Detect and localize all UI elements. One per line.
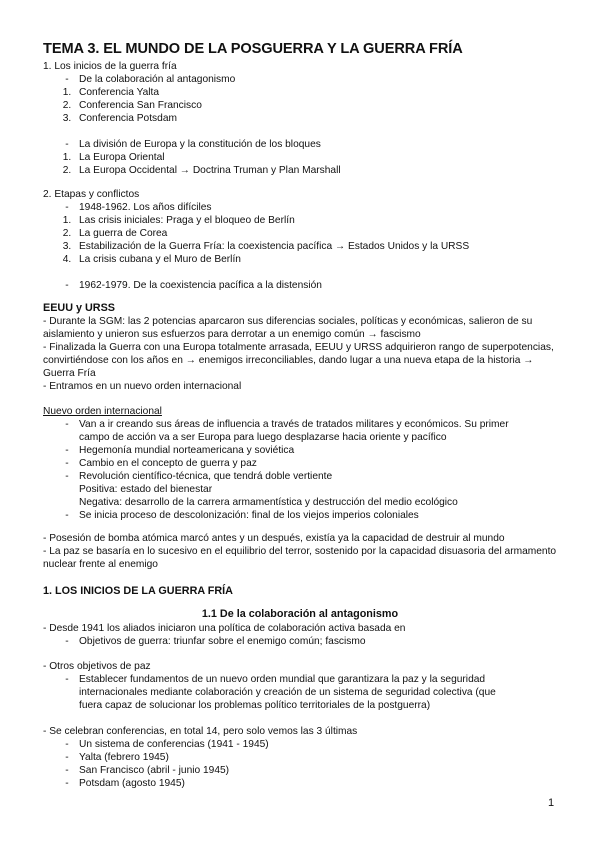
list-item: Estabilización de la Guerra Fría: la coexistencia pacífica → Estados Unidos y la URSS <box>79 241 470 252</box>
list-item: La crisis cubana y el Muro de Berlín <box>79 254 241 265</box>
list-marker: - <box>65 280 69 291</box>
paragraph: - Durante la SGM: las 2 potencias aparcaron sus diferencias sociales, políticas y económicas, salieron de su aislamiento y unieron sus esfuerzos para derrotar a un enemigo común → fascismo <box>43 316 533 340</box>
list-item-continuation: fuera capaz de solucionar los problemas político territoriales de la postguerra) <box>79 700 431 711</box>
paragraph: - Entramos en un nuevo orden internacional <box>43 381 242 392</box>
list-marker: 2. <box>62 165 72 176</box>
list-marker: - <box>65 74 69 85</box>
list-item: Potsdam (agosto 1945) <box>79 778 185 789</box>
page-number: 1 <box>548 797 555 809</box>
list-marker: - <box>65 202 69 213</box>
list-item: Las crisis iniciales: Praga y el bloqueo de Berlín <box>79 215 295 226</box>
list-marker: 3. <box>62 113 72 124</box>
paragraph: - La paz se basaría en lo sucesivo en el equilibrio del terror, sostenido por la capacidad disuasoria del armamento nuclear frente al enemigo <box>43 546 557 570</box>
list-marker: 2. <box>62 100 72 111</box>
paragraph: - Desde 1941 los aliados iniciaron una política de colaboración activa basada en <box>43 623 406 634</box>
paragraph: - Posesión de bomba atómica marcó antes y un después, existía ya la capacidad de destruir al mundo <box>43 533 505 544</box>
list-marker: - <box>65 752 69 763</box>
section-heading-nuevo-orden: Nuevo orden internacional <box>43 406 162 417</box>
list-marker: - <box>65 139 69 150</box>
outline-heading-2: 2. Etapas y conflictos <box>43 189 140 200</box>
outline-heading-1: 1. Los inicios de la guerra fría <box>43 61 177 72</box>
list-item: Yalta (febrero 1945) <box>79 752 169 763</box>
list-item: La división de Europa y la constitución de los bloques <box>79 139 321 150</box>
list-marker: - <box>65 636 69 647</box>
list-item: La Europa Oriental <box>79 152 165 163</box>
list-marker: 3. <box>62 241 72 252</box>
list-item-continuation: Negativa: desarrollo de la carrera armamentística y destrucción del medio ecológico <box>79 497 458 508</box>
list-marker: - <box>65 674 69 685</box>
list-item: 1962-1979. De la coexistencia pacífica a la distensión <box>79 280 322 291</box>
paragraph: - Se celebran conferencias, en total 14, pero solo vemos las 3 últimas <box>43 726 358 737</box>
list-item: 1948-1962. Los años difíciles <box>79 202 212 213</box>
list-marker: 1. <box>62 215 72 226</box>
list-item: San Francisco (abril - junio 1945) <box>79 765 230 776</box>
list-marker: 2. <box>62 228 72 239</box>
list-item-continuation: campo de acción va a ser Europa para luego desplazarse hacia oriente y pacífico <box>79 432 447 443</box>
list-item: De la colaboración al antagonismo <box>79 74 236 85</box>
list-marker: - <box>65 419 69 430</box>
list-item: Se inicia proceso de descolonización: final de los viejos imperios coloniales <box>79 510 419 521</box>
list-marker: 4. <box>62 254 72 265</box>
list-item-continuation: internacionales mediante colaboración y creación de un sistema de seguridad colectiva (que <box>79 687 496 698</box>
list-item: Un sistema de conferencias (1941 - 1945) <box>79 739 269 750</box>
list-marker: - <box>65 510 69 521</box>
list-item: La Europa Occidental → Doctrina Truman y Plan Marshall <box>79 165 341 176</box>
list-item-continuation: Positiva: estado del bienestar <box>79 484 213 495</box>
paragraph: - Otros objetivos de paz <box>43 661 151 672</box>
section-heading-eeuu-urss: EEUU y URSS <box>43 302 115 314</box>
list-item: Conferencia Yalta <box>79 87 160 98</box>
list-marker: - <box>65 458 69 469</box>
list-marker: - <box>65 765 69 776</box>
document-title: TEMA 3. EL MUNDO DE LA POSGUERRA Y LA GUERRA FRÍA <box>43 41 463 57</box>
list-marker: 1. <box>62 152 72 163</box>
list-item: Hegemonía mundial norteamericana y soviética <box>79 445 295 456</box>
list-item: Conferencia Potsdam <box>79 113 177 124</box>
list-item: Van a ir creando sus áreas de influencia a través de tratados militares y económicos. Su primer <box>79 419 509 430</box>
list-marker: - <box>65 471 69 482</box>
list-marker: - <box>65 778 69 789</box>
list-item: Establecer fundamentos de un nuevo orden mundial que garantizara la paz y la seguridad <box>79 674 486 685</box>
chapter-heading: 1. LOS INICIOS DE LA GUERRA FRÍA <box>43 585 233 597</box>
list-item: La guerra de Corea <box>79 228 168 239</box>
list-marker: - <box>65 739 69 750</box>
list-item: Conferencia San Francisco <box>79 100 202 111</box>
list-item: Revolución científico-técnica, que tendrá doble vertiente <box>79 471 333 482</box>
list-item: Cambio en el concepto de guerra y paz <box>79 458 257 469</box>
paragraph: - Finalizada la Guerra con una Europa totalmente arrasada, EEUU y URSS adquirieron rango de superpotencias, convirtiéndose con los años en → enemigos irreconciliables, dando lugar a una nueva etapa de la historia → Guerra Fría <box>43 342 554 379</box>
subsection-heading: 1.1 De la colaboración al antagonismo <box>201 608 399 620</box>
list-marker: - <box>65 445 69 456</box>
list-marker: 1. <box>62 87 72 98</box>
list-item: Objetivos de guerra: triunfar sobre el enemigo común; fascismo <box>79 636 366 647</box>
